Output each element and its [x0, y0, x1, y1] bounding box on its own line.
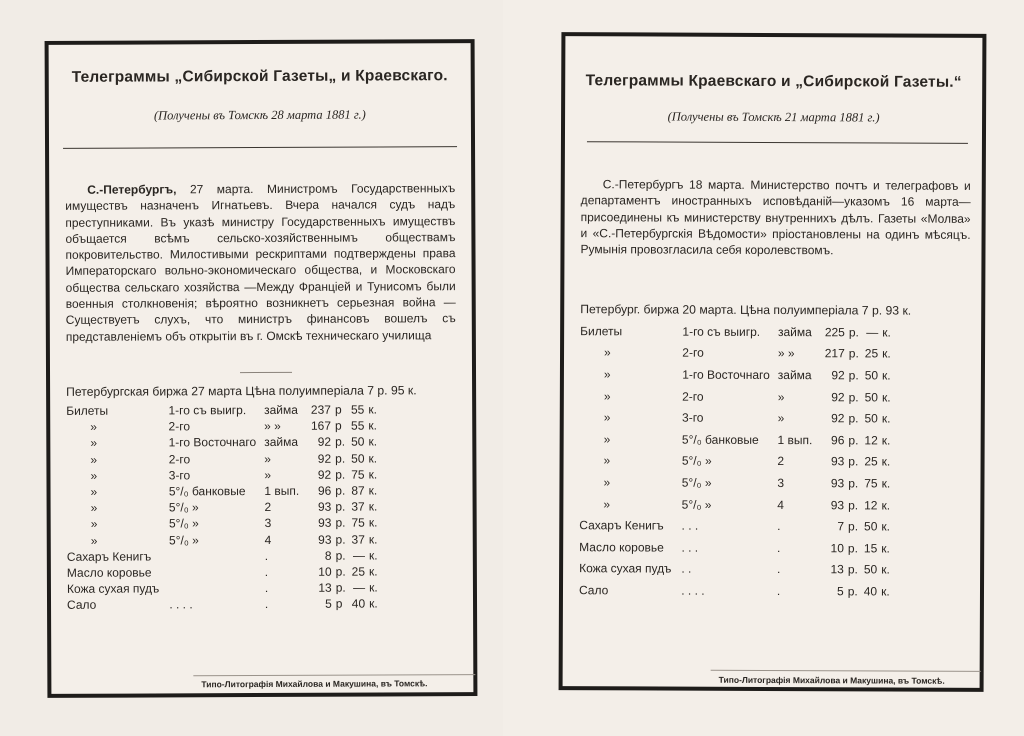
quote-ruble-unit: р.	[847, 562, 858, 577]
quote-rubles: 92	[317, 451, 332, 466]
quote-kopeck-unit: к.	[881, 519, 891, 534]
quote-row	[66, 466, 383, 484]
quote-rubles: 13	[830, 562, 844, 577]
quote-label: »	[603, 367, 611, 382]
quote-row	[579, 536, 896, 559]
quote-kopeck-unit: к.	[881, 562, 890, 577]
quote-series: » »	[264, 419, 281, 434]
quote-rubles: 93	[317, 499, 332, 514]
quote-rubles: 96	[317, 483, 332, 498]
quote-ruble-unit: р	[334, 402, 342, 417]
quote-series: 1 вып.	[264, 483, 300, 499]
quote-issue: 5°/₀ »	[168, 516, 199, 531]
quote-label: »	[603, 496, 611, 511]
quote-rubles: 10	[830, 540, 844, 556]
quote-issue: . .	[681, 561, 692, 576]
quote-kopecks: 50	[351, 451, 365, 466]
footer-rule	[193, 674, 475, 676]
title-rule	[63, 146, 457, 149]
quote-ruble-unit: р	[335, 596, 343, 612]
quote-kopecks: 75	[351, 515, 365, 531]
quote-kopecks: 75	[351, 467, 365, 482]
quote-ruble-unit: р.	[335, 516, 346, 531]
quote-label: »	[90, 452, 98, 467]
footer-rule	[711, 670, 981, 672]
quote-row	[66, 434, 383, 452]
quote-issue	[159, 580, 257, 597]
quote-issue	[159, 548, 257, 565]
quote-rubles: 96	[831, 433, 845, 448]
quote-series: .	[776, 583, 781, 598]
quote-ruble-unit: р	[334, 418, 342, 433]
quote-rubles: 93	[830, 476, 845, 491]
quote-ruble-unit: р.	[335, 499, 346, 514]
quote-row	[579, 579, 896, 602]
quote-series: 4	[264, 532, 272, 547]
quote-ruble-unit: р.	[848, 519, 859, 534]
printer-footer: Типо-Литографiя Михайлова и Макушина, въ Томскѣ.	[201, 678, 428, 690]
quote-rubles: 167	[310, 418, 332, 434]
quote-kopecks: 55	[350, 402, 365, 417]
quote-label: Кожа сухая пудъ	[579, 561, 672, 576]
dateline-city: С.-Петербургъ	[602, 177, 684, 192]
quote-issue: 1-го Восточнаго	[682, 367, 770, 382]
quote-issue: 5°/₀ »	[681, 475, 712, 490]
quote-label: Сахаръ Кенигъ	[579, 518, 664, 533]
quote-row	[580, 320, 897, 343]
quote-kopecks: 40	[863, 584, 878, 599]
quote-kopecks: —	[866, 325, 879, 340]
quote-label: »	[90, 484, 98, 499]
quote-kopeck-unit: к.	[368, 483, 378, 498]
quote-series: займа	[264, 435, 299, 450]
quote-series: .	[264, 548, 269, 563]
quote-row	[579, 493, 896, 516]
quote-kopeck-unit: к.	[881, 454, 891, 469]
quote-rubles: 225	[824, 325, 845, 340]
quote-kopecks: 25	[864, 454, 878, 469]
quote-row	[67, 482, 384, 500]
quote-issue: 5°/₀ »	[681, 497, 712, 512]
quote-rubles: 5	[325, 597, 332, 612]
quote-kopeck-unit: к.	[881, 541, 890, 556]
quote-label: Сало	[578, 583, 609, 598]
quote-kopeck-unit: к.	[368, 418, 378, 433]
quote-kopecks: 55	[350, 418, 365, 433]
quote-kopecks: 50	[864, 368, 879, 383]
quote-series: 3	[777, 475, 785, 491]
quote-ruble-unit: р.	[848, 389, 859, 404]
quote-kopeck-unit: к.	[369, 580, 378, 595]
quote-rubles: 237	[310, 402, 331, 417]
quote-label: »	[90, 436, 98, 451]
quote-issue: 3-го	[682, 410, 704, 425]
exchange-heading: Петербург. биржа 20 марта. Цѣна полуимперiала 7 р. 93 к.	[580, 302, 912, 318]
quote-kopecks: —	[353, 580, 366, 595]
quote-label: Масло коровье	[579, 539, 664, 555]
quote-rubles: 93	[318, 532, 332, 547]
exchange-quotes-table	[66, 401, 384, 613]
quote-kopecks: 37	[351, 532, 365, 547]
quote-label: Сахаръ Кенигъ	[66, 549, 152, 564]
quote-issue: 5°/₀ »	[681, 453, 712, 469]
quote-row	[67, 531, 384, 549]
quote-ruble-unit: р.	[335, 435, 346, 450]
quote-ruble-unit: р.	[848, 476, 859, 491]
quote-rubles: 13	[318, 580, 332, 595]
quote-kopeck-unit: к.	[368, 451, 378, 466]
quote-issue: 2-го	[168, 451, 191, 467]
quote-issue: 1-го съ выигр.	[682, 324, 761, 339]
quote-row	[67, 515, 384, 533]
quote-row	[580, 407, 897, 430]
quote-issue: . . . .	[169, 597, 193, 612]
quote-series: » »	[777, 346, 795, 361]
quote-row	[579, 558, 896, 581]
quote-kopecks: 12	[864, 497, 878, 513]
quote-kopeck-unit: к.	[369, 596, 378, 611]
quote-rubles: 5	[837, 584, 844, 599]
quote-rubles: 7	[837, 519, 845, 534]
quote-row	[66, 418, 383, 436]
quote-label: »	[603, 410, 611, 425]
quote-label: »	[90, 517, 98, 532]
quote-label: Сало	[67, 598, 97, 613]
quote-ruble-unit: р.	[848, 368, 859, 383]
quote-label: »	[604, 345, 611, 360]
quote-kopeck-unit: к.	[368, 548, 378, 563]
left-telegram-page	[45, 39, 478, 698]
quote-label: »	[90, 533, 98, 548]
quote-kopecks: 25	[864, 346, 879, 361]
quote-label: »	[603, 432, 611, 447]
quote-rubles: 92	[831, 411, 845, 426]
quote-kopecks: 50	[864, 411, 878, 426]
quote-label: »	[603, 388, 611, 403]
quote-kopeck-unit: к.	[368, 434, 378, 450]
quote-issue: 1-го съ выигр.	[168, 403, 247, 418]
quote-issue: 5°/₀ банковые	[168, 484, 246, 499]
quote-kopecks: 50	[351, 435, 365, 450]
quote-series: 2	[777, 454, 785, 469]
quote-row	[67, 580, 384, 598]
quote-rubles: 10	[318, 564, 332, 579]
quote-kopecks: 37	[351, 499, 365, 514]
quote-label: Билеты	[66, 403, 109, 418]
quote-series: »	[264, 451, 271, 466]
quote-kopecks: 12	[864, 433, 878, 448]
quote-series: 1 вып.	[777, 432, 813, 447]
exchange-quotes-table	[579, 320, 897, 602]
quote-row	[580, 450, 897, 473]
quote-ruble-unit: р.	[848, 433, 859, 448]
section-rule	[240, 372, 292, 373]
quote-rubles: 92	[831, 368, 845, 383]
news-text: 27 марта. Министромъ Государственныхъ имуществъ назначенъ Игнатьевъ. Вчера начался судъ надъ преступниками. Въ указѣ министру Государственныхъ имуществъ объщается всѣмъ сельско-хозяйственнымъ обществамъ покровительство. Милостивыми рескриптами подтверждены права Императорскаго вольно-экономическаго общества, и Московскаго общества сельскаго хозяйства —Между Францiей и Тунисомъ были военныя столкновенiя; вѣроятно возникнетъ серьезная война —Существуетъ слухъ, что министръ финансовъ вошелъ съ представленiемъ объ открытiи въ г. Омскѣ техническаго училища	[65, 181, 456, 344]
quote-row	[580, 363, 897, 386]
quote-row	[580, 385, 897, 408]
quote-issue: . . .	[681, 518, 699, 533]
quote-row	[67, 547, 384, 565]
page-subtitle: (Получены въ Томскѣ 28 марта 1881 г.)	[153, 107, 366, 123]
dateline-city: С.-Петербургъ,	[87, 182, 177, 197]
quote-rubles: 93	[830, 497, 845, 512]
quote-kopecks: 87	[351, 483, 365, 498]
quote-kopeck-unit: к.	[368, 564, 378, 579]
quote-label: Билеты	[580, 323, 623, 339]
quote-kopecks: 50	[864, 519, 878, 534]
quote-issue: 5°/₀ »	[168, 500, 199, 515]
quote-issue: 2-го	[682, 389, 704, 404]
quote-issue: . . .	[681, 540, 699, 555]
quote-rubles: 93	[318, 516, 332, 531]
quote-ruble-unit: р.	[848, 325, 859, 340]
quote-label: Кожа сухая пудъ	[66, 581, 160, 597]
quote-series: »	[777, 411, 785, 426]
page-subtitle: (Получены въ Томскѣ 21 марта 1881 г.)	[667, 109, 880, 125]
title-rule	[587, 141, 968, 144]
quote-series: 3	[264, 516, 272, 531]
quote-issue: . . . .	[681, 583, 705, 598]
quote-ruble-unit: р.	[335, 548, 346, 563]
quote-rubles: 8	[324, 548, 332, 563]
quote-rubles: 92	[317, 435, 332, 450]
quote-kopeck-unit: к.	[881, 498, 891, 513]
quote-kopecks: 50	[864, 389, 879, 405]
quote-ruble-unit: р.	[848, 411, 859, 426]
quote-kopeck-unit: к.	[368, 515, 378, 530]
quote-series: .	[777, 519, 781, 534]
quote-series: 4	[777, 497, 784, 512]
quote-issue: 2-го	[168, 419, 191, 434]
quote-series: »	[264, 467, 272, 482]
quote-kopeck-unit: к.	[882, 368, 891, 383]
quote-series: .	[264, 564, 269, 579]
quote-issue: 1-го Восточнаго	[168, 435, 257, 450]
quote-issue: 5°/₀ банковые	[681, 432, 759, 447]
quote-ruble-unit: р.	[848, 346, 859, 361]
quote-ruble-unit: р.	[335, 564, 346, 579]
quote-series: займа	[777, 324, 812, 339]
news-paragraph	[65, 180, 456, 345]
quote-ruble-unit: р.	[848, 454, 859, 469]
right-telegram-page	[559, 32, 987, 692]
quote-kopeck-unit: к.	[881, 390, 891, 405]
quote-row	[66, 401, 383, 419]
quote-series: .	[264, 581, 269, 596]
quote-label: »	[603, 475, 611, 490]
quote-kopeck-unit: к.	[882, 325, 891, 340]
quote-ruble-unit: р.	[335, 451, 346, 466]
quote-row	[67, 596, 384, 614]
quote-series: .	[264, 597, 269, 612]
quote-label: »	[90, 500, 98, 515]
quote-row	[580, 428, 897, 451]
quote-ruble-unit: р.	[335, 532, 346, 547]
page-title: Телеграммы Краевскаго и „Сибирской Газеты.“	[585, 72, 962, 91]
quote-rubles: 92	[317, 467, 332, 482]
news-text: 18 марта. Министерство почтъ и телеграфовъ и департаментъ иностранныхъ исповѣданiй—указомъ 16 марта—присоединены къ министерству внутреннихъ дѣлъ. Газеты «Молва» и «С.-Петербургскiя Вѣдомости» прiостановлены на одинъ мѣсяцъ. Румынiя провозгласила себя королевствомъ.	[580, 177, 971, 258]
news-paragraph	[580, 176, 970, 259]
quote-kopeck-unit: к.	[882, 346, 891, 361]
exchange-heading: Петербургская биржа 27 марта Цѣна полуимперiала 7 р. 95 к.	[66, 383, 417, 399]
quote-kopeck-unit: к.	[368, 499, 378, 514]
quote-kopecks: 50	[863, 562, 878, 577]
quote-label: »	[90, 419, 97, 435]
quote-kopeck-unit: к.	[881, 476, 891, 491]
quote-kopecks: 25	[351, 564, 366, 579]
quote-ruble-unit: р.	[335, 467, 346, 482]
quote-issue	[159, 564, 257, 581]
quote-kopecks: 75	[864, 476, 878, 491]
quote-ruble-unit: р.	[848, 497, 859, 512]
quote-kopeck-unit: к.	[368, 467, 378, 482]
quote-rubles: 217	[824, 346, 845, 361]
quote-row	[580, 342, 897, 365]
quote-kopecks: 15	[863, 541, 878, 556]
quote-kopeck-unit: к.	[368, 402, 377, 417]
quote-series: »	[777, 389, 785, 404]
quote-row	[66, 450, 383, 468]
quote-kopecks: —	[352, 548, 365, 563]
quote-series: 2	[264, 500, 272, 515]
quote-kopeck-unit: к.	[368, 532, 378, 547]
quote-issue: 2-го	[682, 345, 704, 361]
quote-series: .	[776, 562, 781, 577]
quote-issue: 5°/₀ »	[168, 532, 199, 547]
quote-rubles: 93	[830, 454, 845, 469]
quote-series: .	[777, 540, 781, 555]
quote-row	[579, 471, 896, 494]
quote-kopeck-unit: к.	[881, 584, 890, 599]
quote-ruble-unit: р.	[335, 483, 346, 498]
quote-ruble-unit: р.	[847, 541, 858, 556]
quote-row	[67, 563, 384, 581]
quote-label: »	[90, 468, 98, 483]
quote-kopeck-unit: к.	[881, 433, 891, 448]
quote-row	[67, 499, 384, 517]
quote-issue: 3-го	[168, 468, 191, 483]
page-title: Телеграммы „Сибирской Газеты„ и Краевскаго.	[71, 67, 448, 86]
quote-series: займа	[264, 402, 298, 418]
quote-label: Масло коровье	[66, 565, 152, 580]
quote-label: »	[603, 453, 611, 468]
printer-footer: Типо-Литографiя Михайлова и Макушина, въ Томскѣ.	[718, 674, 945, 686]
quote-kopeck-unit: к.	[881, 411, 891, 426]
quote-series: займа	[777, 368, 812, 383]
quote-row	[579, 515, 896, 538]
quote-kopecks: 40	[351, 596, 366, 611]
quote-ruble-unit: р.	[335, 580, 346, 595]
quote-ruble-unit: р.	[847, 584, 858, 599]
quote-rubles: 92	[831, 389, 845, 404]
